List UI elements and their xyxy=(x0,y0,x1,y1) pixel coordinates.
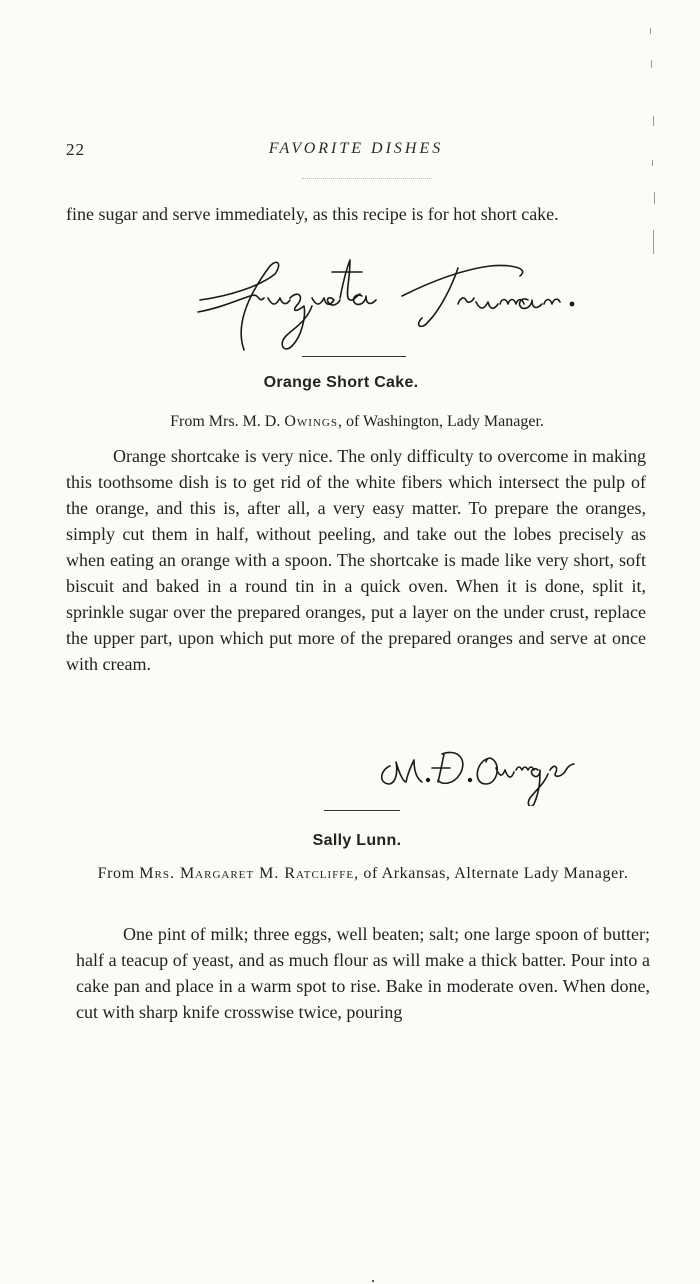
recipe-body-orange-short-cake: Orange shortcake is very nice. The only difficulty to overcome in making this toothsome dish is to get rid of the white fibers which intersect the pulp of the orange, and this is, after all, a very easy matter. To prepare the oranges, simply cut them in half, without peeling, and take out the lobes precisely as when eating an orange with a spoon. The shortcake is made like very short, soft biscuit and baked in a round tin in a quick oven. When it is done, split it, sprinkle sugar over the prepared oranges, put a layer on the under crust, replace the upper part, upon which put more of the prepared oranges and serve at once with cream. xyxy=(66,446,646,674)
continuation-paragraph: fine sugar and serve immediately, as this recipe is for hot short cake. xyxy=(66,204,559,224)
byline-rest: , of Washington, Lady Manager. xyxy=(337,413,544,430)
byline-name: Owings xyxy=(284,413,338,430)
section-divider xyxy=(324,810,400,811)
recipe-title-orange-short-cake: Orange Short Cake. xyxy=(263,374,419,391)
byline-rest: , of Arkansas, Alternate Lady Manager. xyxy=(354,865,629,882)
header-dotted-rule xyxy=(302,178,432,179)
byline-from: From xyxy=(97,865,135,882)
byline-name: Mrs. Margaret M. Ratcliffe xyxy=(139,865,355,882)
bottom-speck xyxy=(372,1280,374,1282)
margin-scan-specks xyxy=(648,20,660,260)
recipe-title-sally-lunn: Sally Lunn. xyxy=(312,832,402,849)
signature-m-d-owings xyxy=(372,736,622,806)
signature-augusta-truman xyxy=(190,252,655,362)
running-title: FAVORITE DISHES xyxy=(268,140,444,157)
recipe-body-sally-lunn: One pint of milk; three eggs, well beaten; salt; one large spoon of butter; half a teacup of yeast, and as much flour as will make a thick batter. Pour into a cake pan and place in a warm spot to rise. Bake in moderate oven. When done, cut with sharp knife crosswise twice, pouring xyxy=(76,924,650,1022)
recipe-byline xyxy=(66,412,648,432)
section-divider xyxy=(302,356,406,357)
byline-from: From Mrs. M. D. xyxy=(170,413,281,430)
running-header xyxy=(66,140,646,164)
recipe-byline xyxy=(74,864,652,884)
page-number: 22 xyxy=(66,140,85,159)
